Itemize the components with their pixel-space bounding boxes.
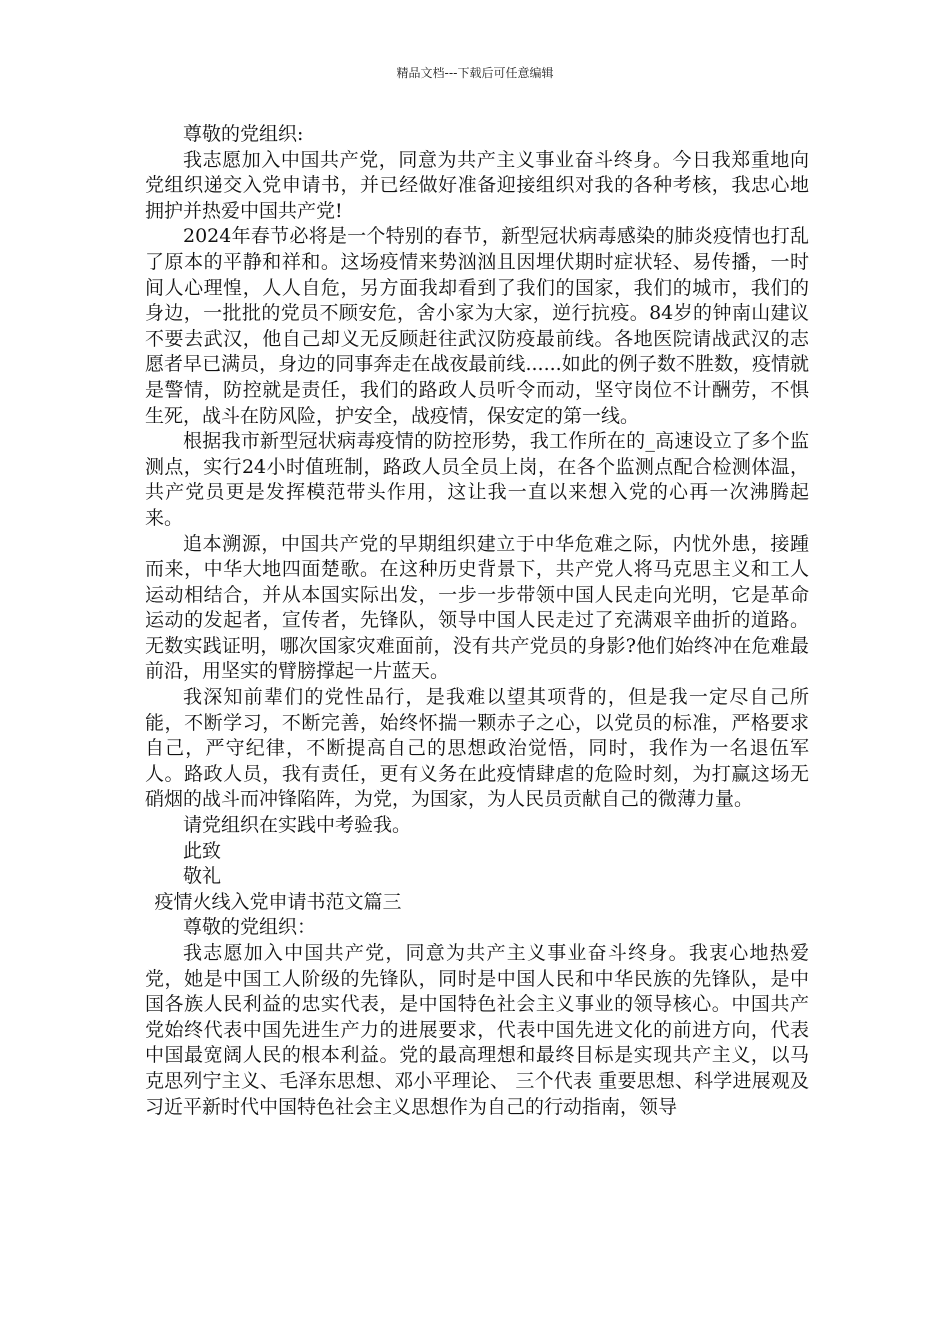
paragraph: 我志愿加入中国共产党，同意为共产主义事业奋斗终身。我衷心地热爱党，她是中国工人阶级的先锋队，同时是中国人民和中华民族的先锋队，是中国各族人民利益的忠实代表，是中国特色社会主义事业的领导核心。中国共产党始终代表中国先进生产力的进展要求，代表中国先进文化的前进方向，代表中国最宽阔人民的根本利益。党的最高理想和最终目标是实现共产主义，以马克思列宁主义、毛泽东思想、邓小平理论、 三个代表 重要思想、科学进展观及习近平新时代中国特色社会主义思想作为自己的行动指南，领导 — [145, 942, 809, 1118]
document-body — [145, 122, 809, 1120]
page-header: 精品文档---下载后可任意编辑 — [396, 66, 554, 80]
section-title: 疫情火线入党申请书范文篇三 — [154, 890, 402, 913]
paragraph: 追本溯源，中国共产党的早期组织建立于中华危难之际，内忧外患，接踵而来，中华大地四面楚歌。在这种历史背景下，共产党人将马克思主义和工人运动相结合，并从本国实际出发，一步一步带领中国人民走向光明，它是革命运动的发起者，宣传者，先锋队，领导中国人民走过了充满艰辛曲折的道路。无数实践证明，哪次国家灾难面前，没有共产党员的身影?他们始终冲在危难最前沿，用坚实的臂膀撑起一片蓝天。 — [145, 532, 809, 683]
salutation: 尊敬的党组织: — [183, 123, 304, 145]
paragraph: 我志愿加入中国共产党，同意为共产主义事业奋斗终身。今日我郑重地向党组织递交入党申请书，并已经做好准备迎接组织对我的各种考核，我忠心地拥护并热爱中国共产党! — [145, 148, 809, 222]
paragraph: 我深知前辈们的党性品行，是我难以望其项背的，但是我一定尽自己所能，不断学习，不断完善，始终怀揣一颗赤子之心，以党员的标准，严格要求自己，严守纪律，不断提高自己的思想政治觉悟，同时，我作为一名退伍军人。路政人员，我有责任，更有义务在此疫情肆虐的危险时刻，为打赢这场无硝烟的战斗而冲锋陷阵，为党，为国家，为人民员贡献自己的微薄力量。 — [145, 686, 809, 811]
paragraph: 请党组织在实践中考验我。 — [183, 814, 412, 837]
paragraph: 根据我市新型冠状病毒疫情的防控形势，我工作所在的_高速设立了多个监测点，实行24小时值班制，路政人员全员上岗，在各个监测点配合检测体温，共产党员更是发挥模范带头作用，这让我一直以来想入党的心再一次沸腾起来。 — [145, 430, 809, 529]
closing-line: 此致 — [183, 839, 222, 862]
salutation: 尊敬的党组织： — [183, 916, 317, 939]
paragraph: 2024年春节必将是一个特别的春节，新型冠状病毒感染的肺炎疫情也打乱了原本的平静和祥和。这场疫情来势汹汹且因埋伏期时症状轻、易传播，一时间人心理惶，人人自危，另方面我却看到了我们的国家，我们的城市，我们的身边，一批批的党员不顾安危，舍小家为大家，逆行抗疫。84岁的钟南山建议不要去武汉，他自己却义无反顾赶往武汉防疫最前线。各地医院请战武汉的志愿者早已满员，身边的同事奔走在战夜最前线......如此的例子数不胜数，疫情就是警情，防控就是责任，我们的路政人员听令而动，坚守岗位不计酬劳，不惧生死，战斗在防风险，护安全，战疫情，保安定的第一线。 — [145, 225, 809, 427]
closing-line: 敬礼 — [183, 865, 222, 888]
